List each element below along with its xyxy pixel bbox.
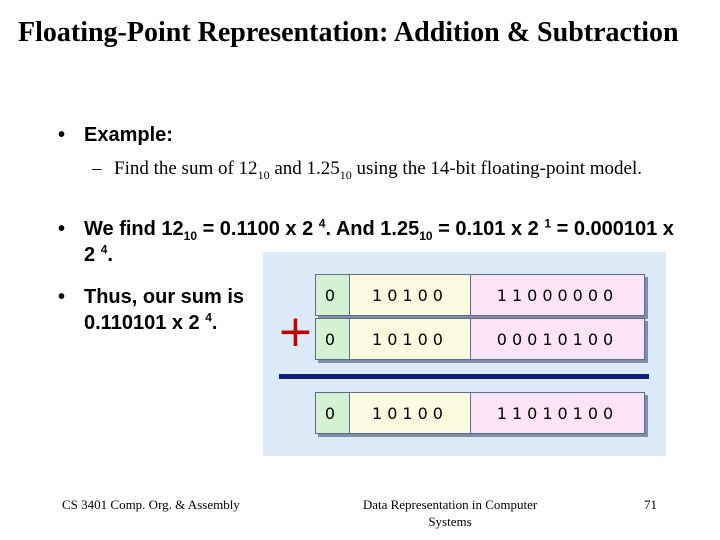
sub-bullet-find-sum: – Find the sum of $12_{10}$ and $1.25_{10}$ using the 14-bit floating-point model. bbox=[92, 158, 642, 182]
significand-cell: 00010100 bbox=[471, 319, 644, 359]
bullet-dot: • bbox=[58, 218, 66, 240]
dash-marker: – bbox=[92, 158, 102, 179]
binary-addition-figure bbox=[263, 252, 666, 456]
sign-bit-cell: 0 bbox=[316, 319, 350, 359]
footer-page-number: 71 bbox=[644, 497, 657, 512]
result-row bbox=[315, 392, 645, 434]
sum-rule-line bbox=[279, 374, 649, 379]
significand-cell: 11000000 bbox=[471, 275, 644, 315]
exponent-cell: 10100 bbox=[350, 275, 471, 315]
bullet-we-find: • We find $12_{10} = 0.1100$ x 2 $^4$. And $1.25_{10} = 0.101$ x 2 $^1$ = 0.000101 x 2 $^4$. bbox=[58, 216, 674, 266]
significand-cell: 11010100 bbox=[471, 393, 644, 433]
slide-title: Floating-Point Representation: Addition & Subtraction bbox=[18, 17, 679, 48]
plus-operator: + bbox=[277, 306, 314, 357]
operand-row-2 bbox=[315, 318, 645, 360]
bullet-dot: • bbox=[58, 286, 66, 308]
footer-topic: Data Representation in Computer Systems bbox=[362, 497, 538, 529]
sign-bit-cell: 0 bbox=[316, 275, 350, 315]
operand-row-1 bbox=[315, 274, 645, 316]
sign-bit-cell: 0 bbox=[316, 393, 350, 433]
bullet-example bbox=[58, 122, 173, 148]
bullet-dot: • bbox=[58, 124, 66, 146]
exponent-cell: 10100 bbox=[350, 319, 471, 359]
exponent-cell: 10100 bbox=[350, 393, 471, 433]
footer-course: CS 3401 Comp. Org. & Assembly bbox=[62, 497, 240, 512]
bullet-example-text: Example: bbox=[84, 124, 173, 146]
bullet-thus-sum: • Thus, our sum is 0.110101 x 2 $^4$. bbox=[58, 286, 245, 334]
